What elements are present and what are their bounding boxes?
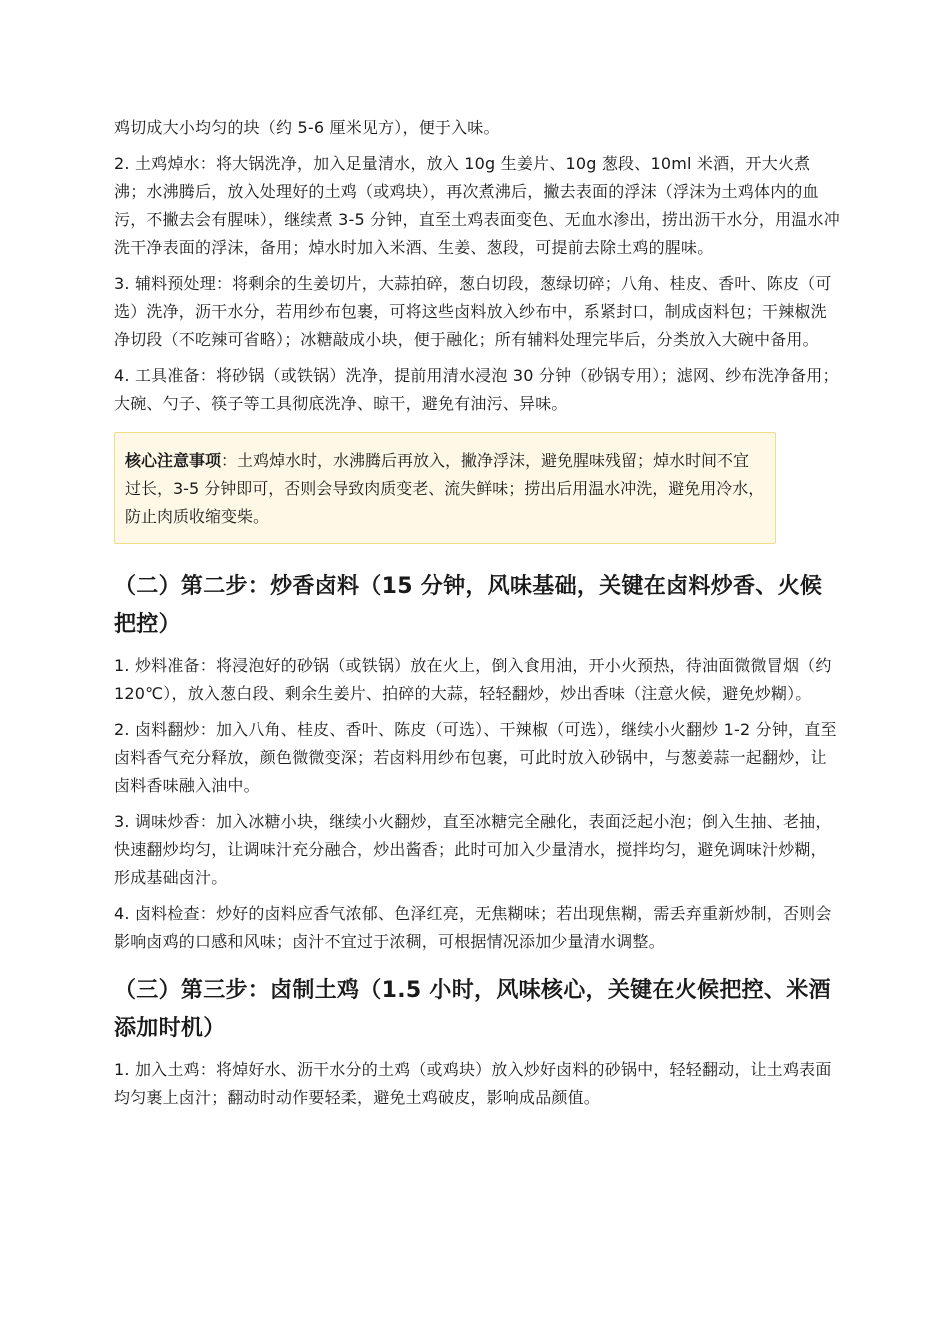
section-2-step-4: 4. 卤料检查：炒好的卤料应香气浓郁、色泽红亮，无焦糊味；若出现焦糊，需丢弃重新炒制，否则会影响卤鸡的口感和风味；卤汁不宜过于浓稠，可根据情况添加少量清水调整。 (114, 904, 832, 951)
section-2-step-3: 3. 调味炒香：加入冰糖小块，继续小火翻炒，直至冰糖完全融化，表面泛起小泡；倒入生抽、老抽，快速翻炒均匀，让调味汁充分融合，炒出酱香；此时可加入少量清水，搅拌均匀，避免调味汁炒糊，形成基础卤汁。 (114, 812, 832, 887)
key-notes-text: ：土鸡焯水时，水沸腾后再放入，撇净浮沫，避免腥味残留；焯水时间不宜过长，3-5 分钟即可，否则会导致肉质变老、流失鲜味；捞出后用温水冲洗，避免用冷水，防止肉质收缩变柴。 (125, 451, 765, 526)
intro-paragraph: 鸡切成大小均匀的块（约 5-6 厘米见方），便于入味。 (114, 118, 500, 137)
section-3-heading: （三）第三步：卤制土鸡（1.5 小时，风味核心，关键在火候把控、米酒添加时机） (114, 978, 831, 1041)
section-3-step-1: 1. 加入土鸡：将焯好水、沥干水分的土鸡（或鸡块）放入炒好卤料的砂锅中，轻轻翻动，让土鸡表面均匀裹上卤汁；翻动时动作要轻柔，避免土鸡破皮，影响成品颜值。 (114, 1060, 832, 1107)
section-2-heading: （二）第二步：炒香卤料（15 分钟，风味基础，关键在卤料炒香、火候把控） (114, 574, 823, 637)
key-notes-label: 核心注意事项 (125, 451, 222, 470)
key-notes-callout (114, 432, 776, 544)
prep-step-ingredients: 3. 辅料预处理：将剩余的生姜切片，大蒜拍碎，葱白切段，葱绿切碎；八角、桂皮、香叶、陈皮（可选）洗净，沥干水分，若用纱布包裹，可将这些卤料放入纱布中，系紧封口，制成卤料包；干辣椒洗净切段（不吃辣可省略）；冰糖敲成小块，便于融化；所有辅料处理完毕后，分类放入大碗中备用。 (114, 274, 832, 349)
section-2-step-1: 1. 炒料准备：将浸泡好的砂锅（或铁锅）放在火上，倒入食用油，开小火预热，待油面微微冒烟（约 120℃），放入葱白段、剩余生姜片、拍碎的大蒜，轻轻翻炒，炒出香味（注意火候，避免炒糊）。 (114, 656, 832, 703)
prep-step-tools: 4. 工具准备：将砂锅（或铁锅）洗净，提前用清水浸泡 30 分钟（砂锅专用）；滤网、纱布洗净备用；大碗、勺子、筷子等工具彻底洗净、晾干，避免有油污、异味。 (114, 366, 839, 413)
section-2-step-2: 2. 卤料翻炒：加入八角、桂皮、香叶、陈皮（可选）、干辣椒（可选），继续小火翻炒 1-2 分钟，直至卤料香气充分释放，颜色微微变深；若卤料用纱布包裹，可此时放入砂锅中，与葱姜蒜一起翻炒，让卤料香味融入油中。 (114, 720, 837, 795)
document-page (114, 114, 840, 1120)
prep-step-blanching: 2. 土鸡焯水：将大锅洗净，加入足量清水，放入 10g 生姜片、10g 葱段、10ml 米酒，开大火煮沸；水沸腾后，放入处理好的土鸡（或鸡块），再次煮沸后，撇去表面的浮沫（浮沫为土鸡体内的血污，不撇去会有腥味），继续煮 3-5 分钟，直至土鸡表面变色、无血水渗出，捞出沥干水分，用温水冲洗干净表面的浮沫，备用；焯水时加入米酒、生姜、葱段，可提前去除土鸡的腥味。 (114, 154, 840, 257)
